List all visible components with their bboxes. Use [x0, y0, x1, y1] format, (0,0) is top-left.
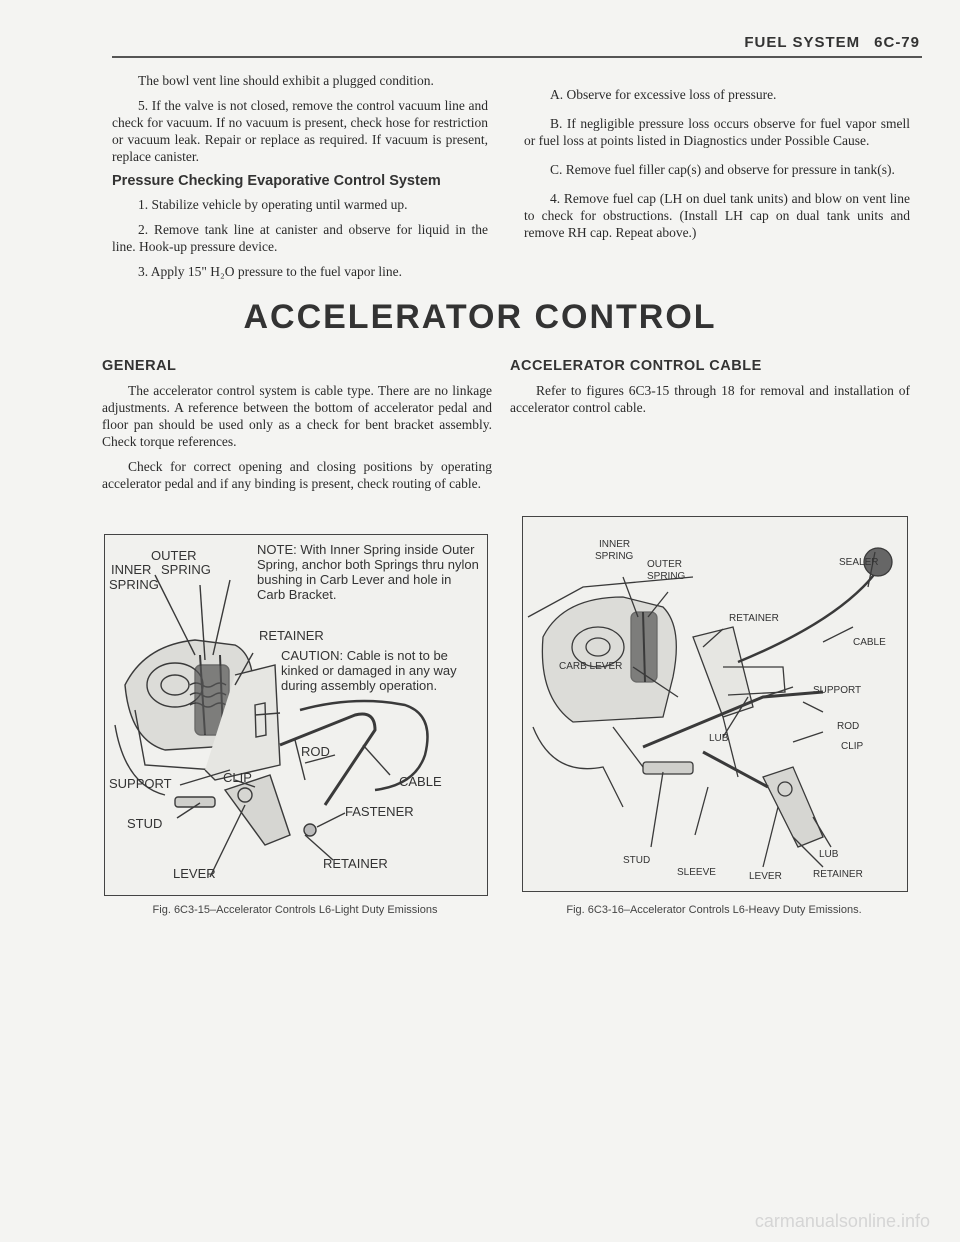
step: 3. Apply 15" H₂O pressure to the fuel vapor line. [138, 264, 403, 279]
label-outer-spring: SPRING [161, 562, 211, 577]
left-top-column [112, 72, 488, 288]
figure-16-caption: Fig. 6C3-16–Accelerator Controls L6-Heavy Duty Emissions. [566, 904, 862, 916]
step: 4. Remove fuel cap (LH on duel tank units) and blow on vent line to check for obstructions. (Install LH cap on dual tank units and remove RH cap. Repeat above.) [524, 191, 910, 240]
label-carb-lever: CARB LEVER [559, 661, 623, 672]
label-retainer: RETAINER [259, 628, 324, 643]
label-support: SUPPORT [813, 685, 862, 696]
section-title: FUEL SYSTEM [744, 34, 861, 51]
paragraph: Refer to figures 6C3-15 through 18 for removal and installation of accelerator control cable. [510, 383, 910, 415]
label-lub-2: LUB [819, 849, 839, 860]
general-section [102, 358, 492, 500]
label-support: SUPPORT [109, 776, 172, 791]
label-cable: CABLE [853, 637, 886, 648]
paragraph: 5. If the valve is not closed, remove the control vacuum line and check for vacuum. If no vacuum is present, check hose for restriction or vacuum leak. Repair or replace as required. If vacuum is present, replace canister. [112, 98, 488, 164]
label-inner: INNER [111, 562, 152, 577]
label-retainer-bottom: RETAINER [813, 869, 863, 880]
label-inner-spring: SPRING [109, 577, 159, 592]
label-inner: INNER [599, 539, 631, 550]
page-number: 6C-79 [874, 34, 920, 51]
label-retainer: RETAINER [729, 613, 779, 624]
label-lever: LEVER [749, 871, 782, 882]
page-header [730, 34, 920, 51]
step: 2. Remove tank line at canister and observe for liquid in the line. Hook-up pressure device. [112, 222, 488, 254]
paragraph: The accelerator control system is cable type. There are no linkage adjustments. A reference between the bottom of accelerator pedal and floor pan should be used only as a check for bent bracket assembly. Check torque references. [102, 383, 492, 449]
note-text: NOTE: With Inner Spring inside Outer Spring, anchor both Springs thru nylon bushing in Carb Lever and hole in Carb Bracket. [257, 542, 479, 602]
figure-6c3-15 [104, 534, 488, 896]
label-retainer-bottom: RETAINER [323, 856, 388, 871]
label-sealer: SEALER [839, 557, 879, 568]
paragraph: The bowl vent line should exhibit a plugged condition. [138, 73, 434, 88]
watermark: carmanualsonline.info [754, 1211, 930, 1231]
label-outer: OUTER [151, 548, 197, 563]
subheading: Pressure Checking Evaporative Control System [112, 173, 441, 189]
caution-text: CAUTION: Cable is not to be kinked or damaged in any way during assembly operation. [281, 648, 457, 693]
figure-15-caption: Fig. 6C3-15–Accelerator Controls L6-Light Duty Emissions [152, 904, 438, 916]
label-clip: CLIP [841, 741, 864, 752]
step: C. Remove fuel filler cap(s) and observe for pressure in tank(s). [550, 162, 895, 177]
label-lever: LEVER [173, 866, 216, 881]
step: A. Observe for excessive loss of pressure. [550, 87, 777, 102]
label-cable: CABLE [399, 774, 442, 789]
general-heading: GENERAL [102, 358, 177, 374]
label-outer-spring: OUTER SPRING [647, 559, 686, 582]
label-clip: CLIP [223, 770, 252, 785]
label-stud: STUD [127, 816, 163, 831]
main-title: ACCELERATOR CONTROL [243, 298, 717, 336]
cable-section [510, 358, 910, 424]
label-sleeve: SLEEVE [677, 867, 716, 878]
header-rule [112, 56, 922, 58]
figure-6c3-16 [522, 516, 908, 892]
label-rod: ROD [301, 744, 330, 759]
label-fastener: FASTENER [345, 804, 414, 819]
right-top-column [524, 86, 910, 249]
paragraph: Check for correct opening and closing positions by operating accelerator pedal and if any binding is present, check routing of cable. [102, 459, 492, 491]
label-lub: LUB [709, 733, 729, 744]
figure-16-illustration [523, 517, 907, 891]
label-inner-spring: SPRING [595, 551, 634, 562]
step: B. If negligible pressure loss occurs observe for fuel vapor smell or fuel loss at points listed in Diagnostics under Possible Cause. [524, 116, 910, 148]
label-rod: ROD [837, 721, 860, 732]
label-stud: STUD [623, 855, 651, 866]
step: 1. Stabilize vehicle by operating until warmed up. [138, 197, 408, 212]
cable-heading: ACCELERATOR CONTROL CABLE [510, 358, 762, 374]
